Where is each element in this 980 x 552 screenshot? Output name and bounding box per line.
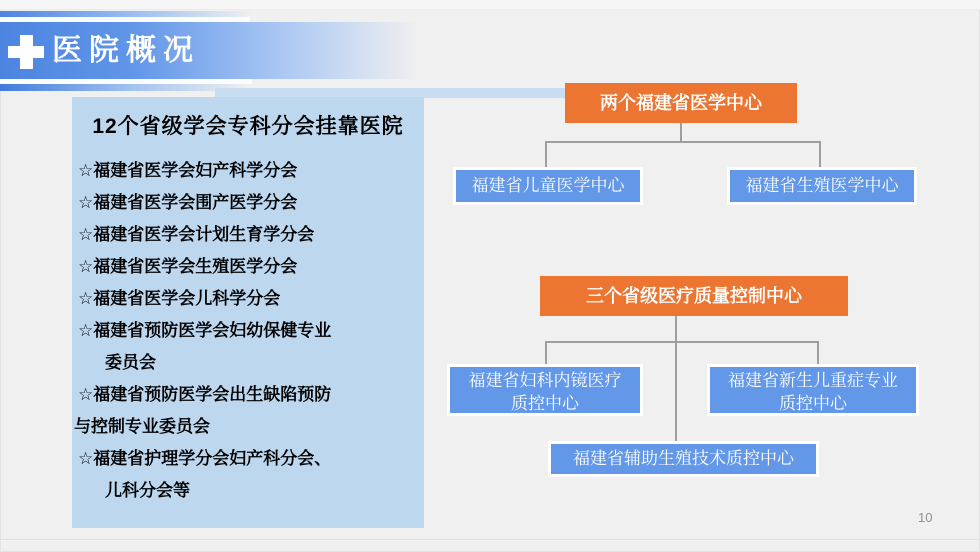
children-medical-center-node: 福建省儿童医学中心 — [453, 167, 643, 205]
list-item-continuation: 与控制专业委员会 — [74, 417, 210, 436]
top-edge-band — [0, 0, 980, 10]
node-line: 福建省新生儿重症专业 — [728, 371, 898, 390]
medical-centers-header-box: 两个福建省医学中心 — [565, 83, 797, 123]
slide-bottom-edge — [0, 539, 980, 540]
connector-line — [817, 341, 819, 364]
list-item: ☆福建省医学会计划生育学分会 — [78, 225, 315, 244]
reproductive-medical-center-node: 福建省生殖医学中心 — [727, 167, 917, 205]
node-line: 质控中心 — [511, 394, 579, 413]
connector-line — [545, 341, 547, 364]
list-item: ☆福建省医学会妇产科学分会 — [78, 161, 298, 180]
header-banner — [0, 22, 436, 79]
gyn-endoscopy-qc-node — [447, 364, 643, 416]
medical-cross-icon — [8, 35, 44, 69]
list-item: ☆福建省医学会儿科学分会 — [78, 289, 281, 308]
connector-line — [680, 123, 682, 142]
left-panel — [72, 97, 424, 528]
quality-control-header-box: 三个省级医疗质量控制中心 — [540, 276, 848, 316]
assisted-reproduction-qc-node: 福建省辅助生殖技术质控中心 — [548, 441, 819, 477]
connector-line — [545, 141, 821, 143]
node-line: 福建省妇科内镜医疗 — [468, 371, 622, 390]
list-item-continuation: 儿科分会等 — [105, 481, 190, 500]
page-number: 10 — [918, 510, 933, 525]
list-item: ☆福建省医学会生殖医学分会 — [78, 257, 298, 276]
node-line: 质控中心 — [779, 394, 847, 413]
page-title: 医院概况 — [52, 34, 200, 67]
list-item-continuation: 委员会 — [105, 353, 156, 372]
neonatal-critical-care-qc-node — [707, 364, 919, 416]
connector-line — [675, 316, 677, 441]
panel-title: 12个省级学会专科分会挂靠医院 — [92, 115, 404, 138]
connector-line — [545, 141, 547, 167]
connector-line — [819, 141, 821, 167]
list-item: ☆福建省预防医学会妇幼保健专业 — [78, 321, 332, 340]
connector-line — [545, 341, 819, 343]
list-item: ☆福建省预防医学会出生缺陷预防 — [78, 385, 332, 404]
list-item: ☆福建省护理学分会妇产科分会、 — [78, 449, 332, 468]
list-item: ☆福建省医学会围产医学分会 — [78, 193, 298, 212]
society-branch-list — [72, 155, 424, 507]
